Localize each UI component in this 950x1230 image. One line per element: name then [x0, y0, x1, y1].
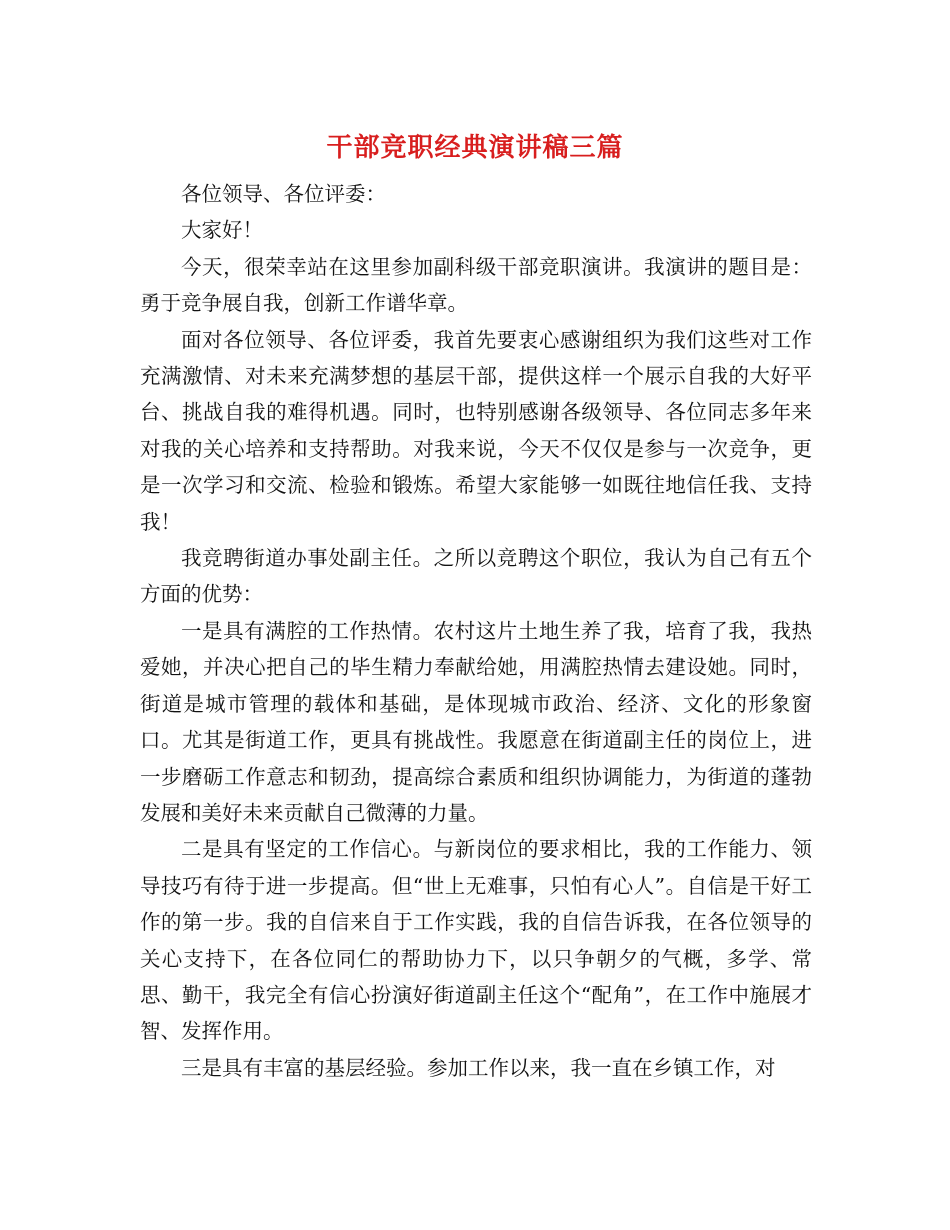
paragraph-topic: 今天，很荣幸站在这里参加副科级干部竞职演讲。我演讲的题目是：勇于竞争展自我，创新工作谱华章。 [140, 254, 812, 316]
paragraph-advantage-1: 一是具有满腔的工作热情。农村这片土地生养了我，培育了我，我热爱她，并决心把自己的毕生精力奉献给她，用满腔热情去建设她。同时，街道是城市管理的载体和基础，是体现城市政治、经济、文化的形象窗口。尤其是街道工作，更具有挑战性。我愿意在街道副主任的岗位上，进一步磨砺工作意志和韧劲，提高综合素质和组织协调能力，为街道的蓬勃发展和美好未来贡献自己微薄的力量。 [140, 618, 812, 825]
paragraph-thanks: 面对各位领导、各位评委，我首先要衷心感谢组织为我们这些对工作充满激情、对未来充满梦想的基层干部，提供这样一个展示自我的大好平台、挑战自我的难得机遇。同时，也特别感谢各级领导、各位同志多年来对我的关心培养和支持帮助。对我来说，今天不仅仅是参与一次竞争，更是一次学习和交流、检验和锻炼。希望大家能够一如既往地信任我、支持我！ [140, 327, 812, 534]
paragraph-salutation: 各位领导、各位评委： [181, 182, 386, 206]
paragraph-position: 我竞聘街道办事处副主任。之所以竞聘这个职位，我认为自己有五个方面的优势： [140, 546, 812, 607]
document-title: 干部竞职经典演讲稿三篇 [326, 133, 624, 163]
paragraph-advantage-2: 二是具有坚定的工作信心。与新岗位的要求相比，我的工作能力、领导技巧有待于进一步提高。但“世上无难事，只怕有心人”。自信是干好工作的第一步。我的自信来自于工作实践，我的自信告诉我，在各位领导的关心支持下，在各位同仁的帮助协力下，以只争朝夕的气概，多学、常思、勤干，我完全有信心扮演好街道副主任这个“配角”，在工作中施展才智、发挥作用。 [140, 837, 812, 1044]
paragraph-advantage-3: 三是具有丰富的基层经验。参加工作以来，我一直在乡镇工作，对 [181, 1055, 776, 1080]
paragraph-greeting: 大家好！ [181, 218, 263, 243]
document-body [140, 176, 812, 1086]
